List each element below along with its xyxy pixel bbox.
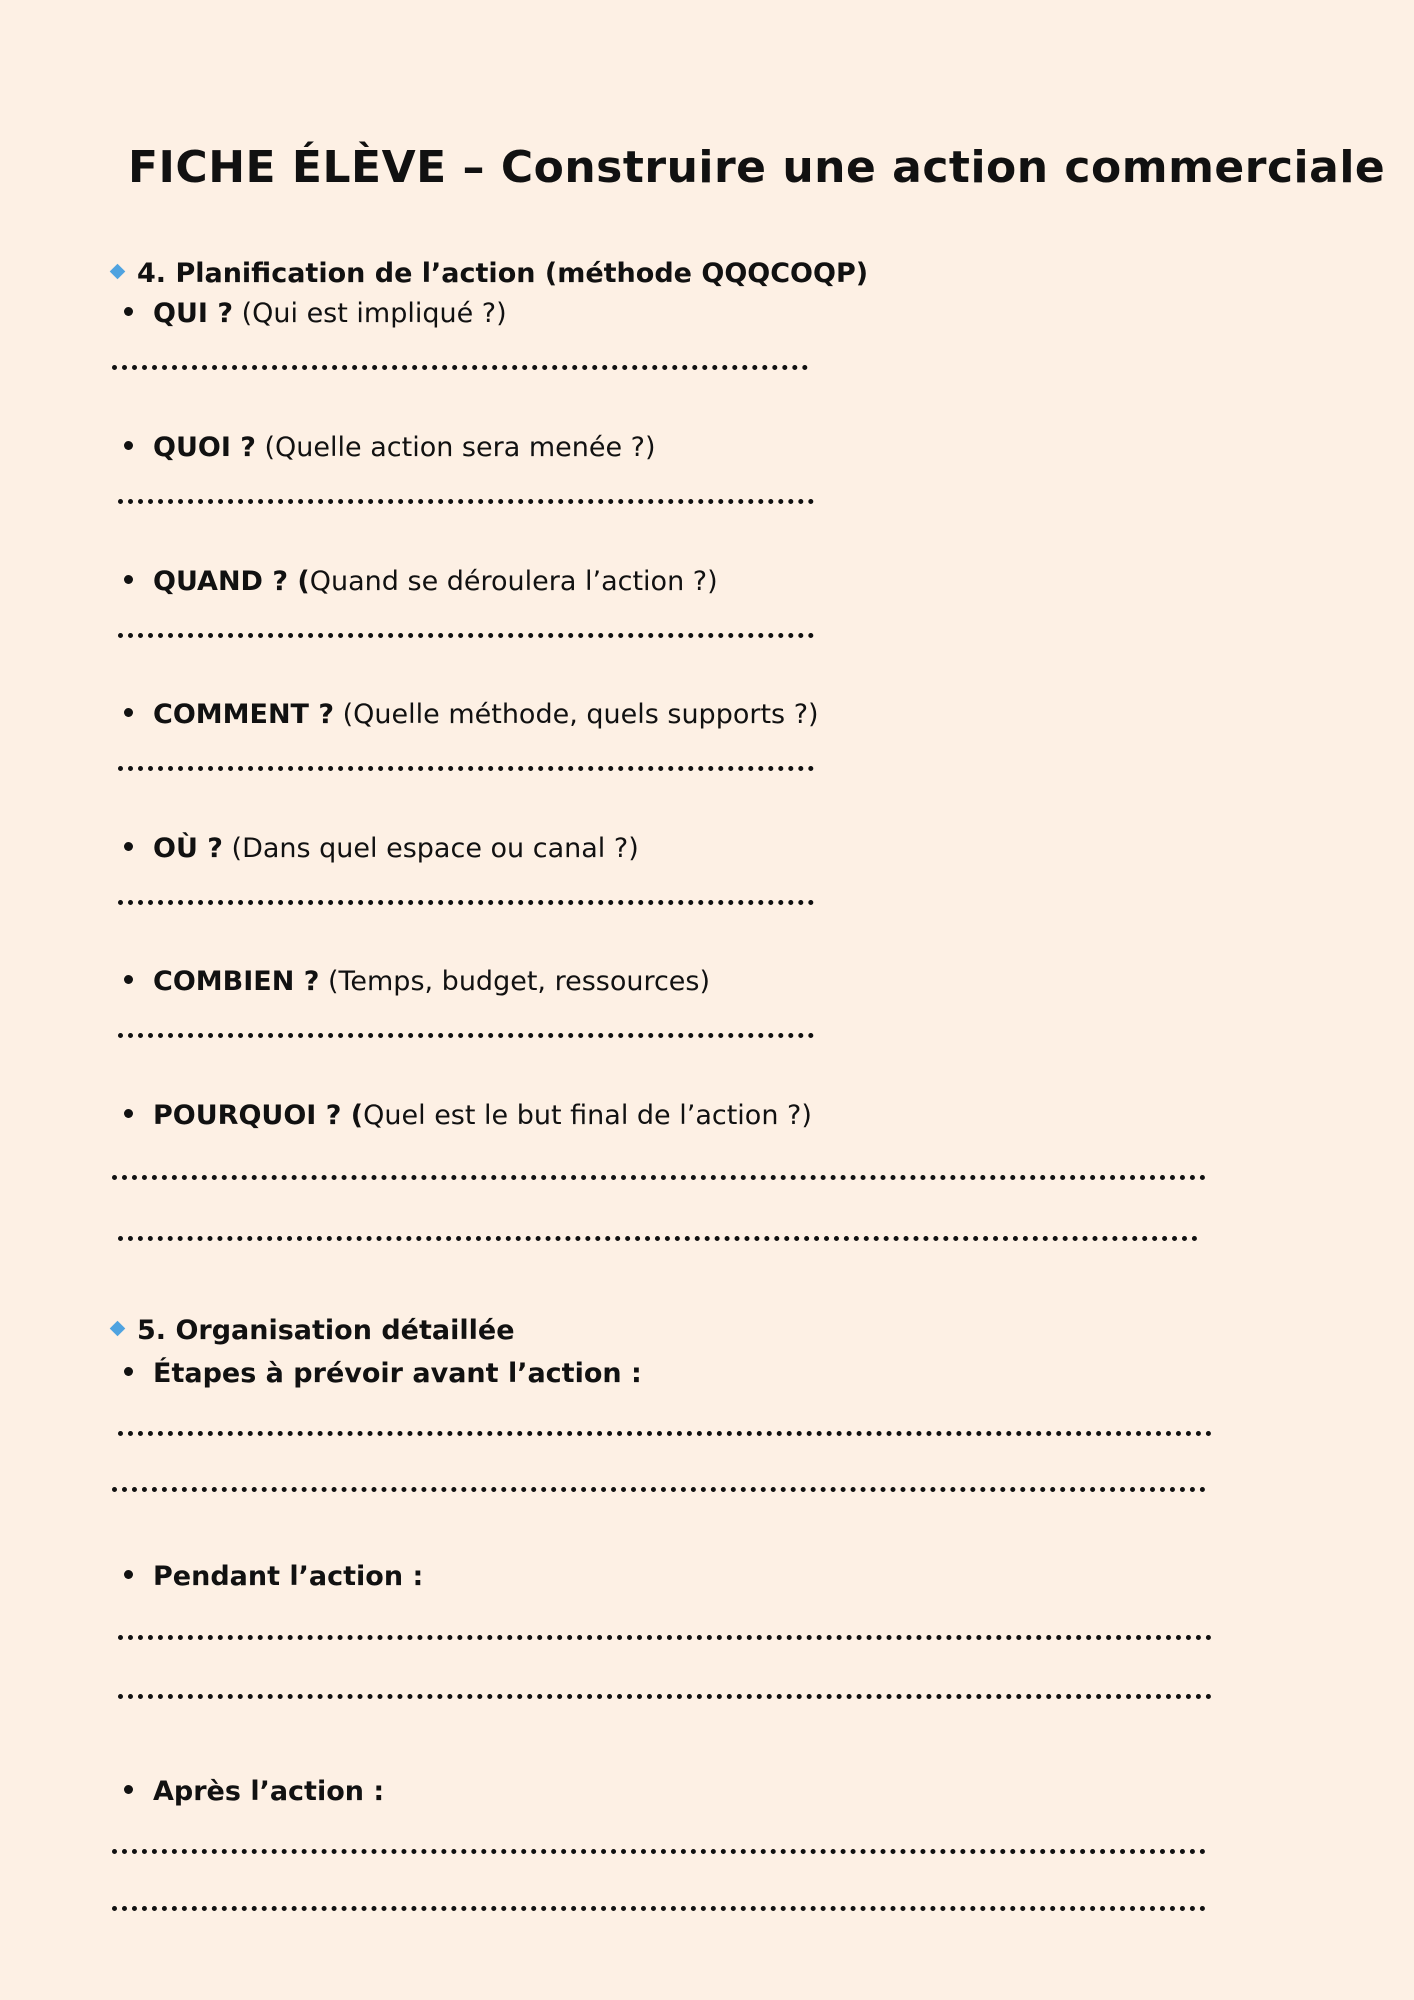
answer-line-quand[interactable] <box>118 633 814 638</box>
answer-line-qui[interactable] <box>112 365 808 370</box>
page-title: FICHE ÉLÈVE – Construire une action commerciale <box>128 142 1386 193</box>
bullet-icon <box>124 575 133 584</box>
answer-line-pourquoi-2[interactable] <box>118 1236 1198 1241</box>
answer-line-before-2[interactable] <box>112 1487 1206 1492</box>
bullet-icon <box>124 1367 133 1376</box>
question-comment: COMMENT ? (Quelle méthode, quels supports ?) <box>124 699 819 730</box>
question-pourquoi: POURQUOI ? (Quel est le but final de l’action ?) <box>124 1100 812 1131</box>
section-4-heading: 4. Planification de l’action (méthode QQQCOQP) <box>112 258 868 289</box>
question-combien: COMBIEN ? (Temps, budget, ressources) <box>124 966 710 997</box>
answer-line-combien[interactable] <box>118 1033 814 1038</box>
bullet-icon <box>124 842 133 851</box>
answer-line-comment[interactable] <box>118 766 814 771</box>
answer-line-ou[interactable] <box>118 900 814 905</box>
section-5-heading: 5. Organisation détaillée <box>112 1315 515 1346</box>
question-quand: QUAND ? (Quand se déroulera l’action ?) <box>124 566 718 597</box>
bullet-icon <box>124 708 133 717</box>
stage-before: Étapes à prévoir avant l’action : <box>124 1358 642 1389</box>
answer-line-during-1[interactable] <box>118 1635 1212 1640</box>
answer-line-pourquoi-1[interactable] <box>112 1175 1206 1180</box>
question-ou: OÙ ? (Dans quel espace ou canal ?) <box>124 833 639 864</box>
question-qui: QUI ? (Qui est impliqué ?) <box>124 298 507 329</box>
bullet-icon <box>124 441 133 450</box>
diamond-bullet-icon <box>110 1321 126 1337</box>
answer-line-after-1[interactable] <box>112 1849 1206 1854</box>
stage-during: Pendant l’action : <box>124 1561 423 1592</box>
answer-line-before-1[interactable] <box>118 1431 1212 1436</box>
bullet-icon <box>124 975 133 984</box>
bullet-icon <box>124 1785 133 1794</box>
bullet-icon <box>124 1109 133 1118</box>
diamond-bullet-icon <box>110 264 126 280</box>
answer-line-after-2[interactable] <box>112 1906 1206 1911</box>
bullet-icon <box>124 307 133 316</box>
answer-line-quoi[interactable] <box>118 499 814 504</box>
bullet-icon <box>124 1570 133 1579</box>
stage-after: Après l’action : <box>124 1776 384 1807</box>
answer-line-during-2[interactable] <box>118 1694 1212 1699</box>
question-quoi: QUOI ? (Quelle action sera menée ?) <box>124 432 656 463</box>
